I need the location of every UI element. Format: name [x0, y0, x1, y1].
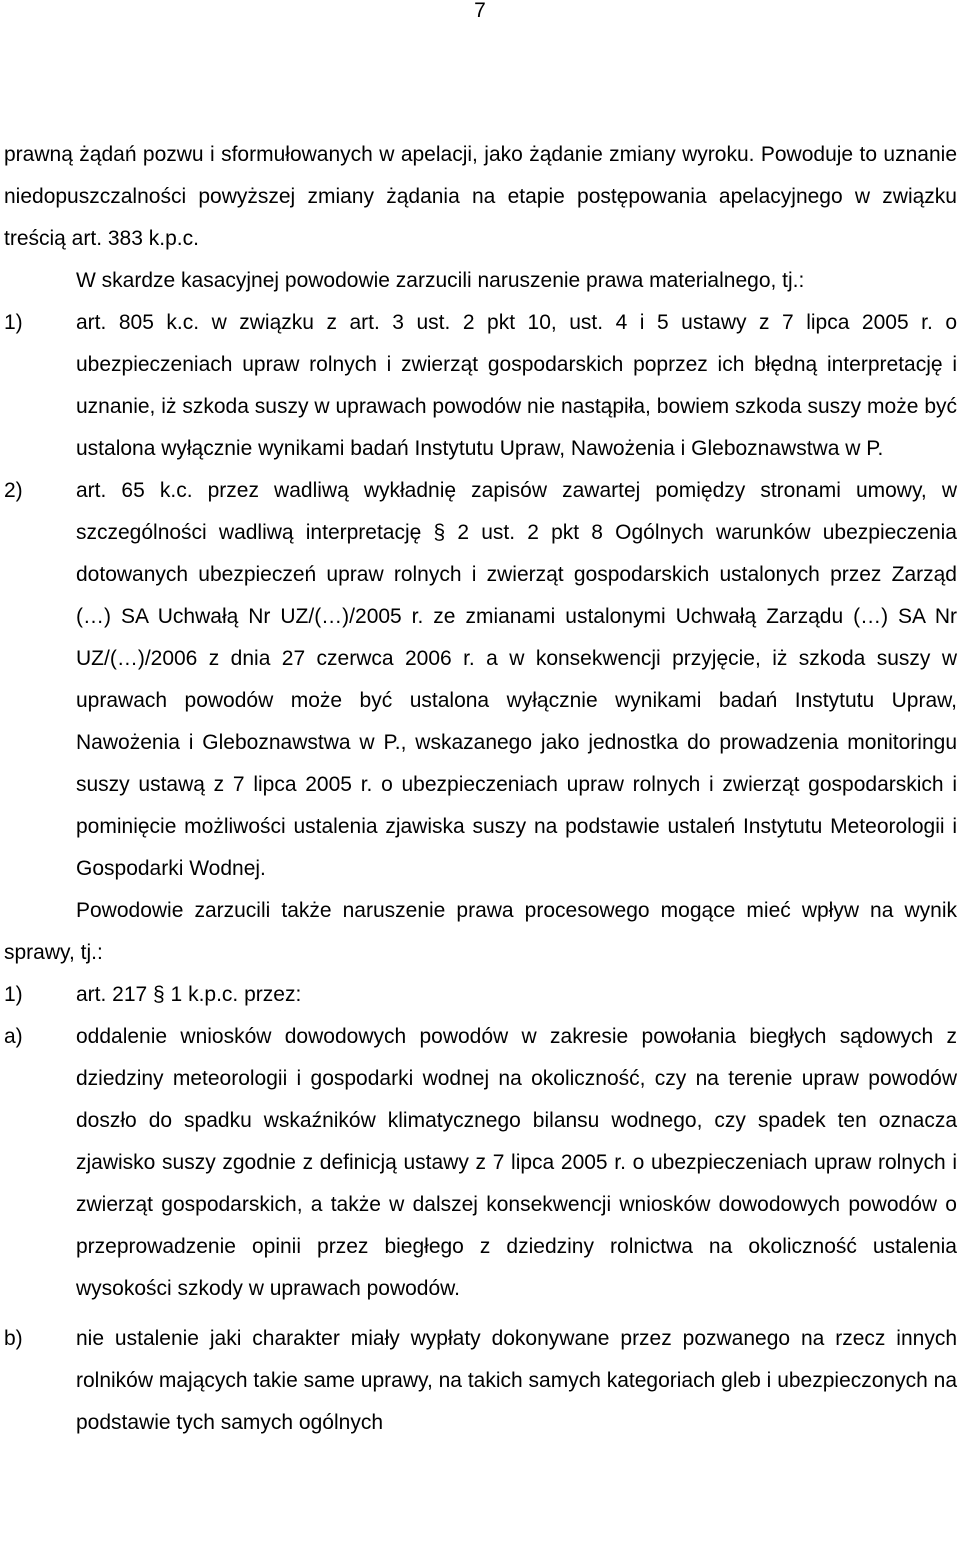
list-item-text: art. 805 k.c. w związku z art. 3 ust. 2 pkt 10, ust. 4 i 5 ustawy z 7 lipca 2005 r. o ubezpieczeniach upraw rolnych i zwierząt gospodarskich poprzez ich błędną interpretację i uznanie, iż szkoda suszy w uprawach powodów nie nastąpiła, bowiem szkoda suszy może być ustalona wyłącznie wynikami badań Instytutu Upraw, Nawożenia i Gleboznawstwa w P. — [76, 311, 957, 460]
list-item-text: oddalenie wniosków dowodowych powodów w zakresie powołania biegłych sądowych z dziedziny meteorologii i gospodarki wodnej na okoliczność, czy na terenie upraw powodów doszło do spadku wskaźników klimatycznego bilansu wodnego, czy spadek ten oznacza zjawisko suszy zgodnie z definicją ustawy z 7 lipca 2005 r. o ubezpieczeniach upraw rolnych i zwierząt gospodarskich, a także w dalszej konsekwencji wniosków dowodowych powodów o przeprowadzenie opinii przez biegłego z dziedziny rolnictwa na okoliczność ustalenia wysokości szkody w uprawach powodów. — [76, 1025, 957, 1300]
sub-item-a — [4, 1016, 957, 1310]
list-marker: b) — [4, 1327, 23, 1350]
material-item-1 — [4, 302, 957, 470]
document-body — [4, 134, 957, 1444]
page-number: 7 — [474, 0, 486, 22]
list-marker: 2) — [4, 479, 23, 502]
list-item-text: art. 65 k.c. przez wadliwą wykładnię zapisów zawartej pomiędzy stronami umowy, w szczególności wadliwą interpretację § 2 ust. 2 pkt 8 Ogólnych warunków ubezpieczenia dotowanych ubezpieczeń upraw rolnych i zwierząt gospodarskich ustalonych przez Zarząd (…) SA Uchwałą Nr UZ/(…)/2005 r. ze zmianami ustalonymi Uchwałą Zarządu (…) SA Nr UZ/(…)/2006 z dnia 27 czerwca 2006 r. a w konsekwencji przyjęcie, iż szkoda suszy w uprawach powodów może być ustalona wyłącznie wynikami badań Instytutu Upraw, Nawożenia i Gleboznawstwa w P., wskazanego jako jednostka do prowadzenia monitoringu suszy ustawą z 7 lipca 2005 r. o ubezpieczeniach upraw rolnych i zwierząt gospodarskich i pominięcie możliwości ustalenia zjawiska suszy na podstawie ustaleń Instytutu Meteorologii i Gospodarki Wodnej. — [76, 479, 957, 880]
paragraph-1: prawną żądań pozwu i sformułowanych w apelacji, jako żądanie zmiany wyroku. Powoduje to uznanie niedopuszczalności powyższej zmiany żądania na etapie postępowania apelacyjnego w związku treścią art. 383 k.p.c. — [4, 143, 957, 250]
paragraph-2: W skardze kasacyjnej powodowie zarzucili naruszenie prawa materialnego, tj.: — [76, 269, 805, 292]
procedural-intro: Powodowie zarzucili także naruszenie prawa procesowego mogące mieć wpływ na wynik sprawy, tj.: — [4, 899, 957, 964]
list-marker: a) — [4, 1025, 23, 1048]
material-item-2 — [4, 470, 957, 890]
list-marker: 1) — [4, 983, 23, 1006]
list-item-text: nie ustalenie jaki charakter miały wypłaty dokonywane przez pozwanego na rzecz innych rolników mających takie same uprawy, na takich samych kategoriach gleb i ubezpieczonych na podstawie tych samych ogólnych — [76, 1327, 957, 1434]
list-marker: 1) — [4, 311, 23, 334]
procedural-item-1 — [4, 974, 957, 1016]
list-item-text: art. 217 § 1 k.p.c. przez: — [76, 983, 302, 1006]
sub-item-b — [4, 1318, 957, 1444]
